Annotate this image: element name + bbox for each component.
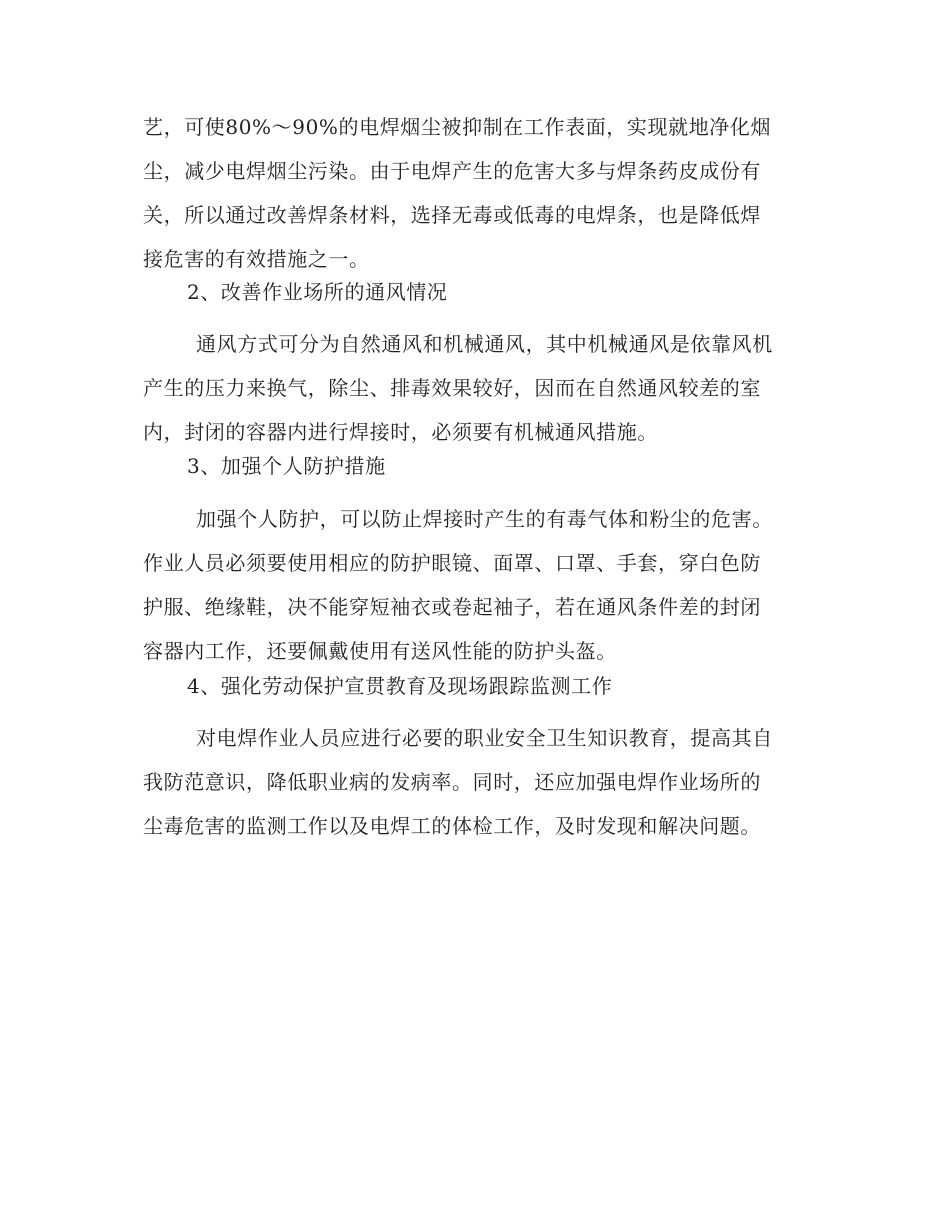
paragraph-line: 容器内工作，还要佩戴使用有送风性能的防护头盔。 [143, 639, 617, 663]
paragraph-education-monitoring [143, 716, 808, 848]
paragraph-line: 对电焊作业人员应进行必要的职业安全卫生知识教育，提高其自 [196, 726, 773, 750]
section-heading-ventilation: 2、改善作业场所的通风情况 [187, 280, 448, 304]
paragraph-line: 我防范意识，降低职业病的发病率。同时，还应加强电焊作业场所的 [143, 770, 761, 794]
paragraph-line: 接危害的有效措施之一。 [143, 247, 370, 271]
paragraph-welding-fume-control [143, 105, 808, 281]
paragraph-ventilation [143, 322, 808, 454]
paragraph-line: 护服、绝缘鞋，决不能穿短袖衣或卷起袖子，若在通风条件差的封闭 [143, 595, 761, 619]
paragraph-line: 作业人员必须要使用相应的防护眼镜、面罩、口罩、手套，穿白色防 [143, 551, 761, 575]
paragraph-line: 艺，可使80%～90%的电焊烟尘被抑制在工作表面，实现就地净化烟 [143, 115, 772, 139]
section-heading-personal-protection: 3、加强个人防护措施 [187, 454, 386, 478]
paragraph-line: 加强个人防护，可以防止焊接时产生的有毒气体和粉尘的危害。 [196, 507, 773, 531]
paragraph-personal-protection [143, 497, 808, 673]
paragraph-line: 尘毒危害的监测工作以及电焊工的体检工作，及时发现和解决问题。 [143, 814, 761, 838]
paragraph-line: 尘，减少电焊烟尘污染。由于电焊产生的危害大多与焊条药皮成份有 [143, 159, 761, 183]
paragraph-line: 产生的压力来换气，除尘、排毒效果较好，因而在自然通风较差的室 [143, 376, 761, 400]
paragraph-line: 内，封闭的容器内进行焊接时，必须要有机械通风措施。 [143, 420, 658, 444]
paragraph-line: 关，所以通过改善焊条材料，选择无毒或低毒的电焊条，也是降低焊 [143, 203, 761, 227]
paragraph-line: 通风方式可分为自然通风和机械通风，其中机械通风是依靠风机 [196, 332, 773, 356]
section-heading-education-monitoring: 4、强化劳动保护宣贯教育及现场跟踪监测工作 [187, 674, 613, 698]
